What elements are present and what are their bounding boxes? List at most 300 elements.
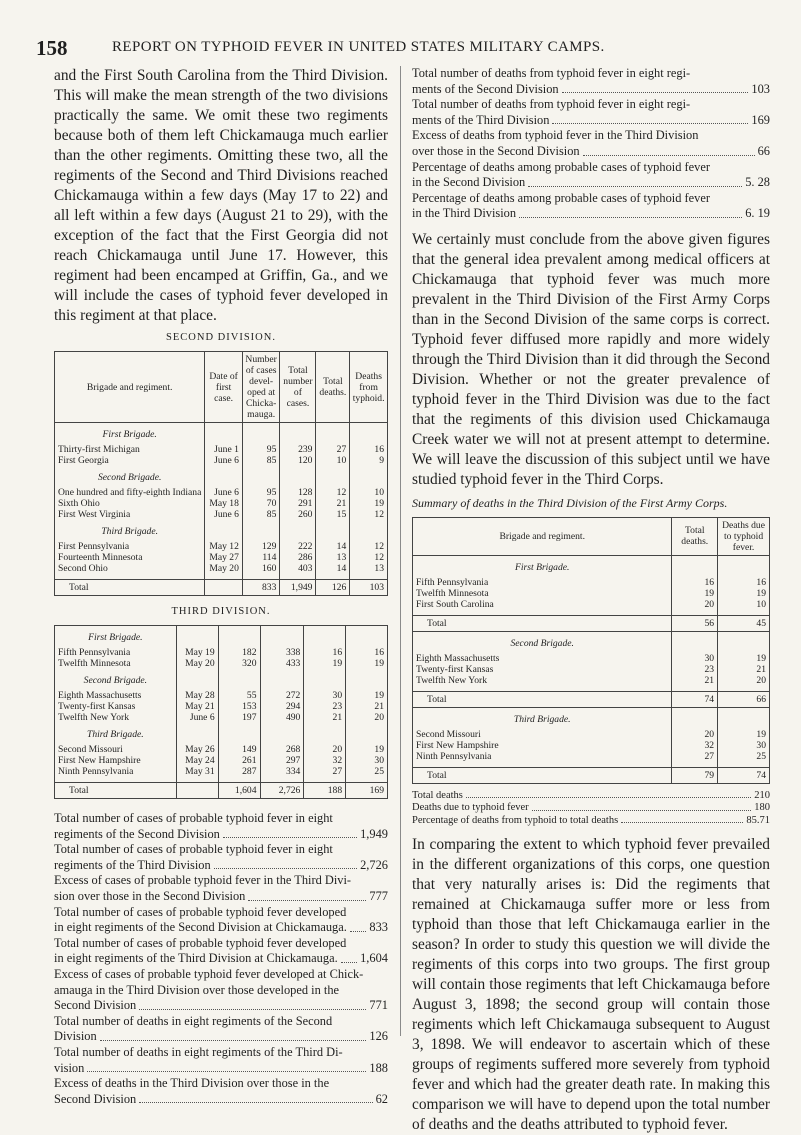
cell-value: May 12 [205, 541, 243, 552]
cell-regiment: First Brigade. [55, 626, 177, 648]
cell-value: 21 [316, 498, 350, 509]
empty-cell [304, 723, 346, 744]
cell-value: 56 [672, 615, 718, 631]
statistic-value: 180 [754, 802, 770, 814]
empty-cell [260, 626, 304, 648]
statistic-value: 103 [751, 81, 770, 96]
cell-value: June 6 [205, 487, 243, 498]
statistic-value: 210 [754, 789, 770, 801]
table-row [55, 647, 388, 658]
cell-value: 19 [304, 658, 346, 669]
leader-dots [223, 837, 357, 838]
cell-regiment: Total [413, 615, 672, 631]
statistic-item [54, 905, 388, 936]
cell-value: 338 [260, 647, 304, 658]
leader-dots [552, 123, 748, 124]
empty-cell [242, 423, 279, 445]
cell-regiment: Second Brigade. [413, 631, 672, 653]
statistic-last-line [54, 889, 388, 905]
cell-value: 16 [350, 444, 388, 455]
cell-value: 128 [280, 487, 316, 498]
statistic-value: 66 [757, 143, 770, 158]
cell-value: May 31 [176, 766, 218, 777]
summary-statistics [412, 790, 770, 828]
leader-dots [248, 900, 366, 901]
empty-cell [316, 466, 350, 487]
empty-cell [316, 520, 350, 541]
right-column [412, 66, 770, 1135]
statistic-text: Total number of deaths in eight regiments of the Second [54, 1013, 333, 1028]
cell-regiment: First New Hampshire [413, 740, 672, 751]
cell-value: 32 [672, 740, 718, 751]
cell-value: May 27 [205, 552, 243, 563]
statistic-text: Excess of deaths in the Third Division over those in the [54, 1076, 330, 1091]
empty-cell [205, 423, 243, 445]
statistic-text: ments of the Third Division [412, 112, 550, 127]
cell-value: June 6 [176, 712, 218, 723]
conclusion-paragraph: We certainly must conclude from the above given figures that the general idea prevalent among medical officers at Chickamauga that typhoid fever was much more prevalent in the Third Division of the First Army Corps than in the Second Division of the same corps is correct. Typhoid fever diffused more rapidly and more widely through the Third Division than it did through the Second Division. Whether or not the greater prevalence of typhoid fever in the Third Division was due to the fact that the regiments of this division used Chickamauga Creek water we will not at present attempt to determine. We will leave the discussion of this subject until we have studied typhoid fever in the Third Corps. [412, 230, 770, 488]
empty-cell [672, 555, 718, 577]
cell-value: 334 [260, 766, 304, 777]
statistic-item [54, 1076, 388, 1107]
cell-value: 10 [718, 599, 770, 610]
statistic-text: in eight regiments of the Second Division at Chickamauga. [54, 920, 347, 935]
statistic-last-line [412, 82, 770, 98]
cell-value: 149 [218, 744, 260, 755]
leader-dots [341, 962, 357, 963]
statistic-last-line [412, 802, 770, 815]
cell-value: 490 [260, 712, 304, 723]
statistic-item [54, 811, 388, 842]
cell-value: 30 [346, 755, 388, 766]
statistic-text: Total number of deaths from typhoid fever in eight regi- [412, 97, 691, 112]
statistic-value: 5. 28 [745, 175, 770, 190]
table-row [413, 729, 770, 740]
col-header: Total number of cases. [280, 352, 316, 423]
empty-cell [350, 423, 388, 445]
statistic-value: 833 [369, 920, 388, 935]
statistic-item [54, 1045, 388, 1076]
cell-value: 239 [280, 444, 316, 455]
cell-value: 19 [718, 653, 770, 664]
empty-cell [260, 669, 304, 690]
cell-value: 197 [218, 712, 260, 723]
cell-value: May 24 [176, 755, 218, 766]
statistic-value: 6. 19 [745, 206, 770, 221]
cell-value: 1,949 [280, 580, 316, 596]
statistic-text: in the Second Division [412, 175, 526, 190]
empty-cell [218, 626, 260, 648]
table-row [55, 744, 388, 755]
col-header: Total deaths. [672, 517, 718, 555]
table-header-row [413, 517, 770, 555]
brigade-row [55, 626, 388, 648]
cell-value: 19 [346, 690, 388, 701]
page-number: 158 [36, 36, 68, 60]
cell-value: 74 [718, 767, 770, 783]
leader-dots [528, 186, 742, 187]
statistic-value: 169 [751, 112, 770, 127]
cell-value: 260 [280, 509, 316, 520]
table-row [55, 487, 388, 498]
cell-value: 27 [304, 766, 346, 777]
cell-value: 294 [260, 701, 304, 712]
empty-cell [176, 626, 218, 648]
cell-value: 30 [718, 740, 770, 751]
cell-value: 268 [260, 744, 304, 755]
cell-value: 27 [672, 751, 718, 762]
statistic-item [54, 967, 388, 1014]
cell-regiment: Total [413, 691, 672, 707]
cell-value: 182 [218, 647, 260, 658]
cell-regiment: Total [413, 767, 672, 783]
table-row [55, 690, 388, 701]
cell-value: 19 [672, 588, 718, 599]
statistic-text: ments of the Second Division [412, 81, 559, 96]
cell-value: 16 [346, 647, 388, 658]
table-row [55, 755, 388, 766]
statistic-value: 85.71 [746, 814, 770, 826]
leader-dots [139, 1102, 372, 1103]
statistic-value: 1,949 [360, 826, 388, 841]
cell-value: 95 [242, 444, 279, 455]
statistic-text: sion over those in the Second Division [54, 888, 246, 903]
table-row [55, 712, 388, 723]
empty-cell [242, 466, 279, 487]
brigade-row [413, 555, 770, 577]
intro-paragraph: and the First South Carolina from the Third Division. This will make the mean strength of the two divisions practically the same. We omit these two regiments because both of them left Chickamauga much earlier than the other regiments. Omitting these two, all the regiments of the Second and Third Divisions reached Chickamauga within a few days (May 17 to 22) and all left within a few days (August 21 to 29), with the exception of the fact that the First Georgia did not reach Chickamauga until June 17. However, this regiment had been encamped at Griffin, Ga., and we will include the cases of typhoid fever developed in this regiment at that place. [54, 67, 388, 324]
empty-cell [350, 466, 388, 487]
leader-dots [100, 1040, 367, 1041]
third-division-table [54, 625, 388, 799]
statistic-value: 1,604 [360, 951, 388, 966]
cell-value: 25 [718, 751, 770, 762]
table-row [413, 577, 770, 588]
table-row [55, 444, 388, 455]
cell-regiment: Sixth Ohio [55, 498, 205, 509]
cell-regiment: Second Missouri [413, 729, 672, 740]
cell-value: 272 [260, 690, 304, 701]
statistic-last-line [412, 206, 770, 222]
cell-regiment: Twelfth New York [55, 712, 177, 723]
brigade-row [55, 723, 388, 744]
empty-cell [304, 669, 346, 690]
cell-value: 12 [350, 509, 388, 520]
cell-value: 19 [346, 744, 388, 755]
table-row [55, 701, 388, 712]
col-header: Deaths due to typhoid fever. [718, 517, 770, 555]
cell-value: 126 [316, 580, 350, 596]
cell-regiment: First Brigade. [413, 555, 672, 577]
cell-regiment: Twenty-first Kansas [55, 701, 177, 712]
table-row [413, 740, 770, 751]
statistic-text: Division [54, 1029, 97, 1044]
cell-regiment: Twelfth New York [413, 675, 672, 686]
table-row [413, 751, 770, 762]
statistic-last-line [54, 920, 388, 936]
cell-value: May 28 [176, 690, 218, 701]
cell-regiment: Third Brigade. [413, 707, 672, 729]
empty-cell [672, 631, 718, 653]
cell-value: 20 [304, 744, 346, 755]
statistic-value: 771 [369, 998, 388, 1013]
statistic-text: vision [54, 1060, 85, 1075]
cell-regiment: Twelfth Minnesota [55, 658, 177, 669]
table-row [55, 509, 388, 520]
cell-regiment: First South Carolina [413, 599, 672, 610]
cell-value: 287 [218, 766, 260, 777]
cell-value: 23 [304, 701, 346, 712]
statistic-text: Total number of cases of probable typhoid fever developed [54, 904, 347, 919]
total-row [55, 580, 388, 596]
empty-cell [346, 626, 388, 648]
cell-value: 20 [346, 712, 388, 723]
running-title: REPORT ON TYPHOID FEVER IN UNITED STATES MILITARY CAMPS. [112, 39, 605, 55]
cell-value: 10 [350, 487, 388, 498]
cell-value: 30 [672, 653, 718, 664]
statistic-item [412, 191, 770, 222]
empty-cell [346, 669, 388, 690]
cell-value: 12 [350, 541, 388, 552]
statistic-text: Total number of deaths from typhoid fever in eight regi- [412, 66, 691, 80]
statistic-last-line [54, 858, 388, 874]
statistic-text: amauga in the Third Division over those developed in the [54, 982, 340, 997]
leader-dots [562, 92, 749, 93]
empty-cell [176, 723, 218, 744]
table-row [55, 766, 388, 777]
leader-dots [532, 810, 752, 811]
statistic-text: Excess of cases of probable typhoid fever in the Third Divi- [54, 873, 352, 888]
cell-regiment: Twenty-first Kansas [413, 664, 672, 675]
cell-regiment: Third Brigade. [55, 520, 205, 541]
right-statistics [412, 66, 770, 222]
cell-regiment: One hundred and fifty-eighth Indiana [55, 487, 205, 498]
statistic-item [412, 160, 770, 191]
cell-regiment: Second Brigade. [55, 466, 205, 487]
cell-value: 169 [346, 783, 388, 799]
cell-regiment: Eighth Massachusetts [55, 690, 177, 701]
cell-value: 23 [672, 664, 718, 675]
page-header [36, 36, 771, 58]
leader-dots [139, 1009, 366, 1010]
table-row [55, 563, 388, 574]
second-division-table [54, 351, 388, 596]
statistic-text: Total number of cases of probable typhoid fever in eight [54, 842, 333, 857]
empty-cell [205, 466, 243, 487]
cell-regiment: Second Ohio [55, 563, 205, 574]
statistic-value: 2,726 [360, 857, 388, 872]
statistic-last-line [54, 998, 388, 1014]
empty-cell [718, 707, 770, 729]
statistic-text: Total number of cases of probable typhoid fever developed [54, 935, 347, 950]
empty-cell [304, 626, 346, 648]
cell-value: 320 [218, 658, 260, 669]
empty-cell [280, 520, 316, 541]
statistic-item [54, 873, 388, 904]
statistic-item [412, 97, 770, 128]
cell-value: 2,726 [260, 783, 304, 799]
cell-value: 103 [350, 580, 388, 596]
statistic-item [412, 802, 770, 815]
cell-value: 15 [316, 509, 350, 520]
statistic-item [412, 66, 770, 97]
statistic-last-line [54, 951, 388, 967]
cell-value: 66 [718, 691, 770, 707]
second-division-caption: SECOND DIVISION. [166, 332, 276, 343]
col-header: Number of cases devel-oped at Chicka-mauga. [242, 352, 279, 423]
cell-value: May 20 [205, 563, 243, 574]
empty-cell [280, 423, 316, 445]
cell-value: 79 [672, 767, 718, 783]
total-row [413, 615, 770, 631]
cell-regiment: Ninth Pennsylvania [413, 751, 672, 762]
leader-dots [621, 822, 743, 823]
cell-value: 21 [346, 701, 388, 712]
leader-dots [583, 155, 755, 156]
statistic-text: in the Third Division [412, 206, 517, 221]
leader-dots [214, 868, 357, 869]
total-row [413, 767, 770, 783]
table-header-row [55, 352, 388, 423]
cell-value: 153 [218, 701, 260, 712]
col-header: Deaths from typhoid. [350, 352, 388, 423]
cell-value: 114 [242, 552, 279, 563]
table-row [413, 664, 770, 675]
cell-value: 13 [350, 563, 388, 574]
cell-value: 20 [672, 599, 718, 610]
statistic-text: over those in the Second Division [412, 143, 580, 158]
empty-cell [205, 520, 243, 541]
cell-value: May 26 [176, 744, 218, 755]
statistic-value: 62 [375, 1091, 388, 1106]
cell-value: June 6 [205, 455, 243, 466]
cell-value: 20 [672, 729, 718, 740]
cell-value: 120 [280, 455, 316, 466]
comparison-paragraph: In comparing the extent to which typhoid fever prevailed in the different organizations of this corps, one question that very naturally arises is: Did the regiments that remained at Chickamauga suffer more or less from typhoid than those that left Chickamauga earlier in the season? In order to study this question we will divide the regiments of this corps into two groups. The first group will contain those regiments that left Chickamauga before August 3, 1898; the second group will contain those regiments which left Chickamauga subsequent to August 3, 1898. We will endeavor to ascertain which of these groups of regiments suffered more severely from typhoid fever and which had the greater death rate. In making this comparison we will have to depend upon the total number of deaths and the deaths attributed to typhoid fever. [412, 836, 770, 1134]
cell-value: 12 [350, 552, 388, 563]
statistic-item [54, 1014, 388, 1045]
cell-value: 833 [242, 580, 279, 596]
statistic-text: regiments of the Third Division [54, 857, 211, 872]
cell-value: 286 [280, 552, 316, 563]
col-header: Brigade and regiment. [413, 517, 672, 555]
cell-value: 32 [304, 755, 346, 766]
brigade-row [55, 423, 388, 445]
cell-value: May 20 [176, 658, 218, 669]
table-row [55, 658, 388, 669]
total-row [55, 783, 388, 799]
statistic-last-line [412, 144, 770, 160]
leader-dots [87, 1071, 366, 1072]
cell-regiment: Fifth Pennsylvania [413, 577, 672, 588]
cell-value: 95 [242, 487, 279, 498]
statistic-item [412, 790, 770, 803]
third-division-caption: THIRD DIVISION. [171, 606, 271, 617]
empty-cell [672, 707, 718, 729]
cell-value: 45 [718, 615, 770, 631]
leader-dots [519, 217, 742, 218]
cell-value: 16 [672, 577, 718, 588]
cell-regiment: Twelfth Minnesota [413, 588, 672, 599]
cell-value: 129 [242, 541, 279, 552]
statistic-last-line [412, 175, 770, 191]
empty-cell [176, 783, 218, 799]
cell-value: 19 [718, 588, 770, 599]
empty-cell [218, 723, 260, 744]
column-divider [400, 66, 401, 1036]
statistic-text: Total number of cases of probable typhoid fever in eight [54, 811, 333, 825]
cell-value: May 18 [205, 498, 243, 509]
cell-value: 16 [718, 577, 770, 588]
empty-cell [350, 520, 388, 541]
left-column [54, 66, 388, 1107]
cell-value: 27 [316, 444, 350, 455]
empty-cell [260, 723, 304, 744]
cell-value: 222 [280, 541, 316, 552]
cell-value: 14 [316, 563, 350, 574]
cell-regiment: Second Missouri [55, 744, 177, 755]
statistic-text: Total number of deaths in eight regiments of the Third Di- [54, 1044, 343, 1059]
statistic-text: Second Division [54, 998, 137, 1013]
cell-value: 10 [316, 455, 350, 466]
statistic-last-line [54, 1029, 388, 1045]
statistic-item [412, 815, 770, 828]
table-row [55, 498, 388, 509]
statistic-value: 777 [369, 888, 388, 903]
statistic-text: Deaths due to typhoid fever [412, 802, 529, 814]
cell-value: 21 [304, 712, 346, 723]
empty-cell [205, 580, 243, 596]
cell-value: 14 [316, 541, 350, 552]
cell-value: 297 [260, 755, 304, 766]
statistic-last-line [54, 1061, 388, 1077]
table-row [413, 653, 770, 664]
statistic-last-line [412, 815, 770, 828]
cell-value: 85 [242, 509, 279, 520]
cell-value: 433 [260, 658, 304, 669]
statistic-text: Excess of cases of probable typhoid fever developed at Chick- [54, 966, 364, 981]
cell-value: 13 [316, 552, 350, 563]
cell-regiment: Fifth Pennsylvania [55, 647, 177, 658]
leader-dots [350, 931, 367, 932]
cell-regiment: First Brigade. [55, 423, 205, 445]
cell-value: 74 [672, 691, 718, 707]
cell-value: 19 [718, 729, 770, 740]
statistic-last-line [54, 1092, 388, 1108]
statistic-item [412, 128, 770, 159]
col-header: Brigade and regiment. [55, 352, 205, 423]
summary-table [412, 517, 770, 784]
brigade-row [55, 669, 388, 690]
left-statistics [54, 811, 388, 1107]
table-row [413, 599, 770, 610]
cell-regiment: First West Virginia [55, 509, 205, 520]
empty-cell [316, 423, 350, 445]
statistic-text: Percentage of deaths among probable cases of typhoid fever [412, 159, 710, 174]
col-header: Date of first case. [205, 352, 243, 423]
second-division-body [55, 423, 388, 596]
empty-cell [718, 631, 770, 653]
table-row [55, 552, 388, 563]
table-row [55, 455, 388, 466]
cell-value: 85 [242, 455, 279, 466]
cell-value: 1,604 [218, 783, 260, 799]
cell-regiment: First New Hampshire [55, 755, 177, 766]
cell-value: June 1 [205, 444, 243, 455]
cell-regiment: Second Brigade. [55, 669, 177, 690]
statistic-text: in eight regiments of the Third Division at Chickamauga. [54, 951, 338, 966]
empty-cell [346, 723, 388, 744]
